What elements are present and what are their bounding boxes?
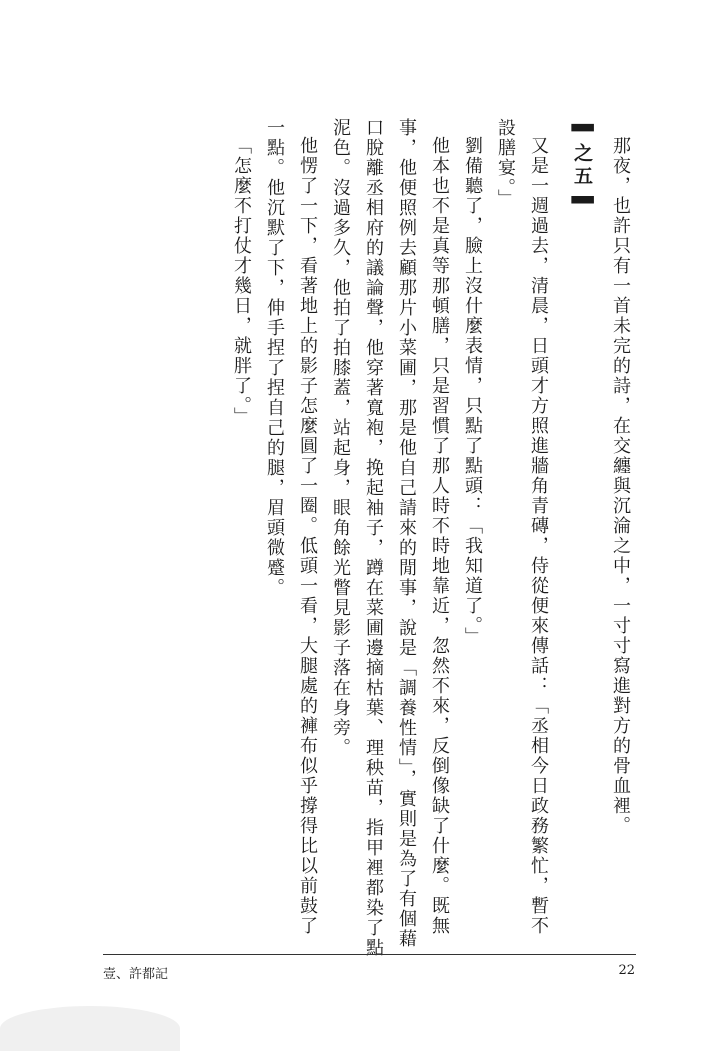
paragraph-line: 「怎麼不打仗才幾日，就胖了。」 — [231, 136, 252, 427]
page-curl-decoration — [0, 1006, 180, 1051]
paragraph-line: 一點。他沉默了下，伸手捏了捏自己的腿，眉頭微蹙。 — [264, 118, 285, 598]
section-heading-text: 之五 — [571, 142, 593, 189]
page-number: 22 — [618, 963, 635, 978]
paragraph-line: 他愣了一下，看著地上的影子怎麼圓了一圈。低頭一看，大腿處的褲布似乎撐得比以前鼓了 — [297, 136, 318, 936]
paragraph-line: 他本也不是真等那頓膳，只是習慣了那人時不時地靠近，忽然不來，反倒像缺了什麼。既無 — [429, 136, 450, 936]
paragraph-line: 事，他便照例去顧那片小菜圃，那是他自己請來的閒事，說是「調養性情」，實則是為了有個藉 — [396, 118, 417, 949]
paragraph-line: 口脫離丞相府的議論聲，他穿著寬袍，挽起袖子，蹲在菜圃邊摘枯葉、理秧苗，指甲裡都染了點 — [363, 118, 384, 958]
paragraph-line: 又是一週過去，清晨，日頭才方照進牆角青磚，侍從便來傳話：「丞相今日政務繁忙，暫不 — [528, 136, 549, 936]
paragraph-line: 泥色。沒過多久，他拍了拍膝蓋，站起身，眼角餘光瞥見影子落在身旁。 — [330, 118, 351, 758]
footer-divider — [103, 954, 636, 955]
vertical-text-body — [225, 118, 637, 958]
paragraph-line: 那夜，也許只有一首未完的詩，在交纏與沉淪之中，一寸寸寫進對方的骨血裡。 — [610, 136, 631, 836]
running-title: 壹、許都記 — [103, 967, 169, 982]
paragraph-line: 設膳宴。」 — [495, 118, 516, 209]
paragraph-line: 劉備聽了，臉上沒什麼表情，只點了點頭：「我知道了。」 — [462, 136, 483, 647]
section-heading: ▌之五▐ — [571, 124, 593, 208]
